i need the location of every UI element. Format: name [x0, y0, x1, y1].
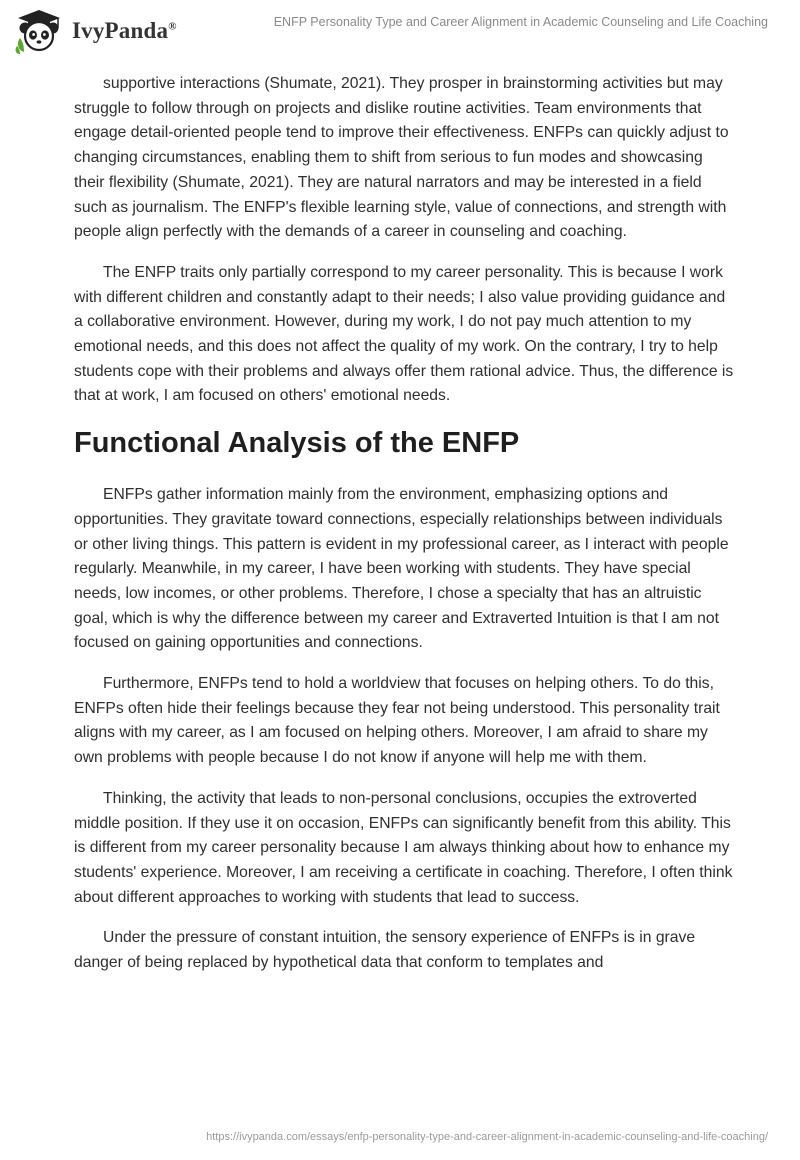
essay-content	[74, 72, 734, 992]
page-header	[0, 0, 800, 60]
paragraph: Under the pressure of constant intuition, the sensory experience of ENFPs is in grave danger of being replaced by hypothetical data that conform to templates and	[74, 929, 696, 972]
section-heading: Functional Analysis of the ENFP	[74, 427, 520, 460]
paragraph: The ENFP traits only partially correspond to my career personality. This is because I work with different children and constantly adapt to their needs; I also value providing guidance and a collaborative environment. However, during my work, I do not pay much attention to my emotional needs, and this does not affect the quality of my work. On the contrary, I try to help students cope with their problems and always offer them rational advice. Thus, the difference is that at work, I am focused on others' emotional needs.	[74, 263, 734, 405]
paragraph: supportive interactions (Shumate, 2021). They prosper in brainstorming activities but may struggle to follow through on projects and dislike routine activities. Team environments that engage detail-oriented people tend to improve their effectiveness. ENFPs can quickly adjust to changing circumstances, enabling them to shift from serious to fun modes and showcasing their flexibility (Shumate, 2021). They are natural narrators and may be interested in a field such as journalism. The ENFP's flexible learning style, value of connections, and strength with people align perfectly with the demands of a career in counseling and coaching.	[74, 75, 729, 241]
panda-graduate-icon	[14, 8, 64, 54]
paragraph: ENFPs gather information mainly from the environment, emphasizing options and opportunities. They gravitate toward connections, especially relationships between individuals or other living things. This pattern is evident in my professional career, as I interact with people regularly. Meanwhile, in my career, I have been working with students. They have special needs, low incomes, or other problems. Therefore, I chose a specialty that has an altruistic goal, which is why the difference between my career and Extraverted Intuition is that I am not focused on gaining opportunities and connections.	[74, 486, 729, 652]
ivypanda-logo[interactable]	[14, 8, 177, 54]
logo-wordmark: IvyPanda®	[72, 18, 177, 43]
paragraph: Furthermore, ENFPs tend to hold a worldview that focuses on helping others. To do this, ENFPs often hide their feelings because they fear not being understood. This personality trait aligns with my career, as I am focused on helping others. Moreover, I am afraid to share my own problems with people because I do not know if anyone will help me with them.	[74, 675, 720, 767]
document-title: ENFP Personality Type and Career Alignment in Academic Counseling and Life Coaching	[273, 15, 768, 29]
paragraph: Thinking, the activity that leads to non-personal conclusions, occupies the extroverted middle position. If they use it on occasion, ENFPs can significantly benefit from this ability. This is different from my career personality because I am always thinking about how to enhance my students' experience. Moreover, I am receiving a certificate in coaching. Therefore, I often think about different approaches to working with students that lead to success.	[74, 789, 733, 906]
source-url[interactable]: https://ivypanda.com/essays/enfp-personality-type-and-career-alignment-in-academic-counseling-and-life-coaching/	[206, 1131, 768, 1143]
